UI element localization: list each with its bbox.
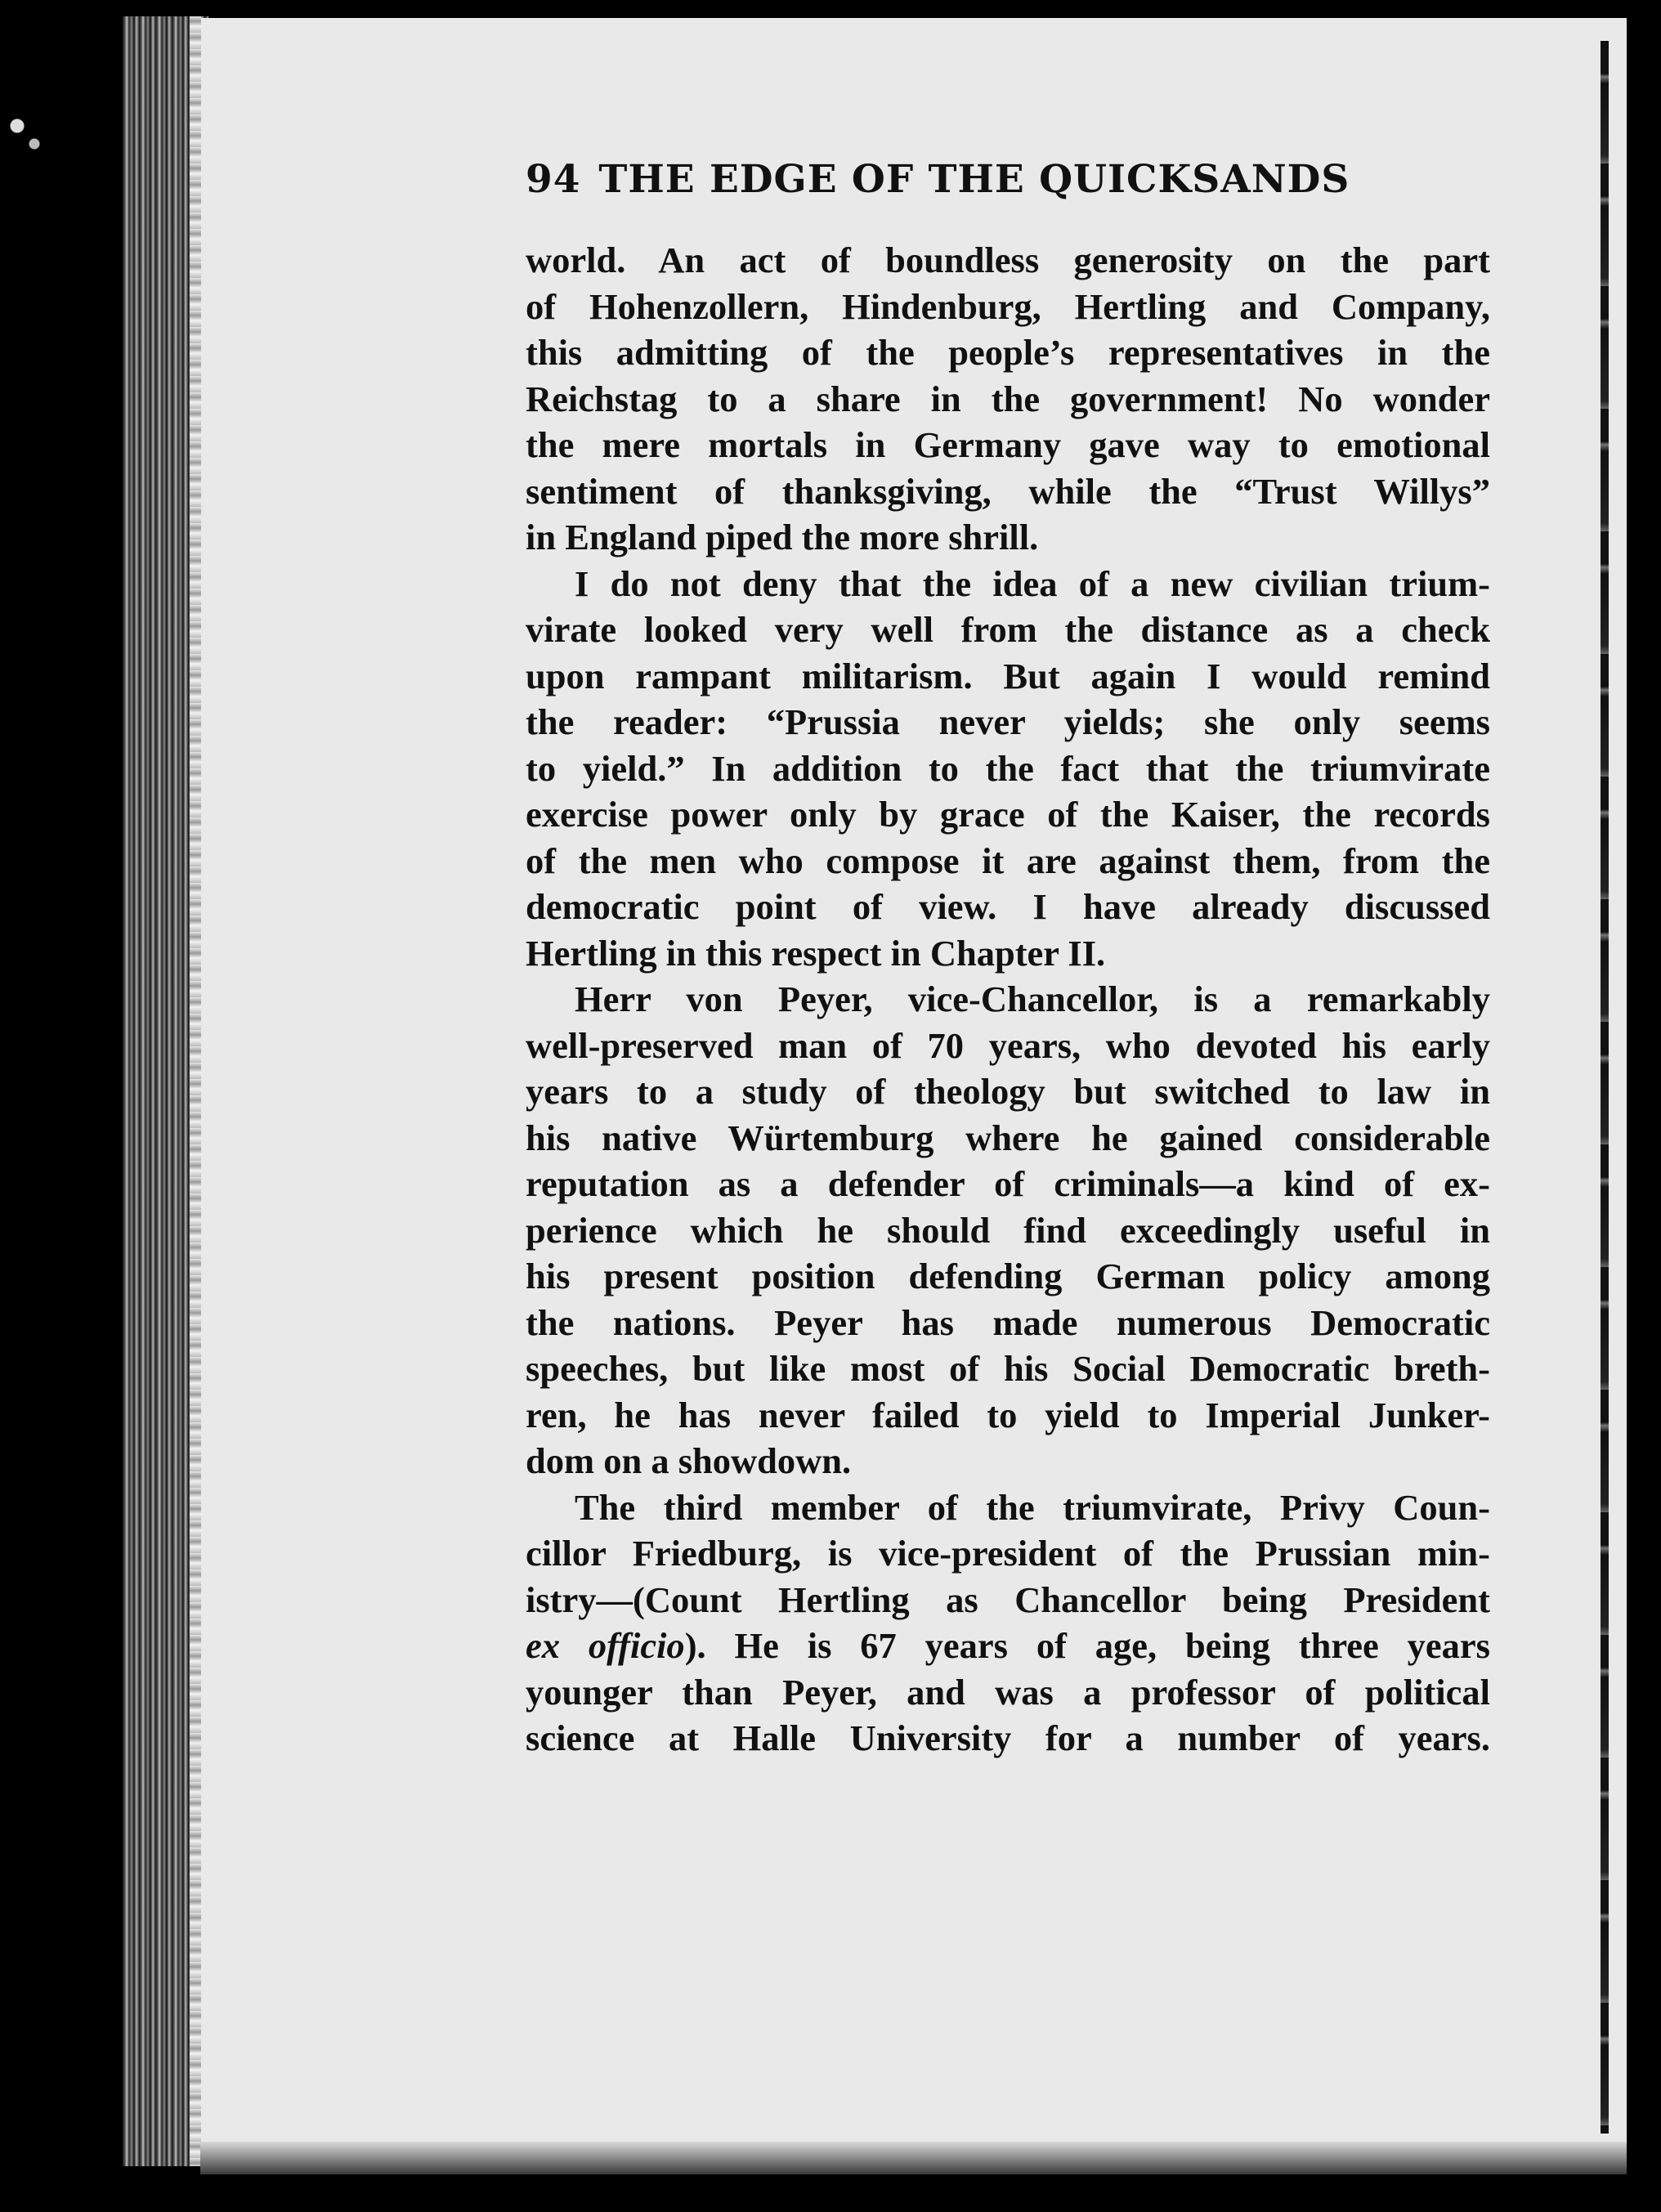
page-right-edge bbox=[1601, 41, 1609, 2134]
text-line: ren, he has never failed to yield to Imperial Junker- bbox=[526, 1394, 1490, 1435]
text-line: of Hohenzollern, Hindenburg, Hertling and Company, bbox=[526, 285, 1490, 327]
text-line: this admitting of the people’s representatives in the bbox=[526, 332, 1490, 373]
text-line: his present position defending German policy among bbox=[526, 1256, 1490, 1296]
text-line: Hertling in this respect in Chapter II. bbox=[526, 932, 1106, 974]
text-line: virate looked very well from the distance as a check bbox=[526, 609, 1490, 650]
text-line: The third member of the triumvirate, Privy Coun- bbox=[575, 1486, 1490, 1528]
text-line: in England piped the more shrill. bbox=[526, 517, 1039, 557]
text-line: science at Halle University for a number of years. bbox=[526, 1717, 1490, 1758]
italic-phrase: ex officio bbox=[526, 1625, 685, 1666]
running-header bbox=[526, 157, 1490, 202]
text-line: Reichstag to a share in the government! No wonder bbox=[526, 378, 1490, 419]
body-text bbox=[526, 237, 1490, 1762]
text-line: to yield.” In addition to the fact that the triumvirate bbox=[526, 747, 1490, 789]
text-line: exercise power only by grace of the Kaiser, the records bbox=[526, 794, 1490, 835]
text-line: I do not deny that the idea of a new civilian trium- bbox=[575, 562, 1490, 604]
scan-artifact bbox=[0, 90, 57, 180]
text-line: the nations. Peyer has made numerous Democratic bbox=[526, 1301, 1490, 1343]
text-line: of the men who compose it are against them, from the bbox=[526, 840, 1490, 881]
text-line: democratic point of view. I have already discussed bbox=[526, 886, 1490, 927]
text-line: well-preserved man of 70 years, who devoted his early bbox=[526, 1024, 1490, 1066]
page-gutter-edge bbox=[190, 16, 201, 2166]
text-line: years to a study of theology but switched to law in bbox=[526, 1071, 1490, 1112]
paragraph bbox=[526, 237, 1490, 561]
text-line: the mere mortals in Germany gave way to emotional bbox=[526, 424, 1490, 465]
paragraph bbox=[526, 561, 1490, 977]
text-line: his native Würtemburg where he gained considerable bbox=[526, 1117, 1490, 1158]
text-line: istry—(Count Hertling as Chancellor being President bbox=[526, 1578, 1490, 1620]
paragraph bbox=[526, 1484, 1490, 1762]
text-line: Herr von Peyer, vice-Chancellor, is a remarkably bbox=[575, 978, 1490, 1019]
text-line: sentiment of thanksgiving, while the “Trust Willys” bbox=[526, 470, 1490, 512]
book-title: THE EDGE OF THE QUICKSANDS bbox=[598, 157, 1350, 202]
paragraph bbox=[526, 976, 1490, 1484]
text-line: perience which he should find exceedingly useful in bbox=[526, 1209, 1490, 1251]
text-line: the reader: “Prussia never yields; she only seems bbox=[526, 701, 1490, 742]
text-line: dom on a showdown. bbox=[526, 1440, 852, 1481]
text-line: younger than Peyer, and was a professor of political bbox=[526, 1671, 1490, 1713]
text-line: reputation as a defender of criminals—a kind of ex- bbox=[526, 1163, 1490, 1204]
text-line: speeches, but like most of his Social Democratic breth- bbox=[526, 1348, 1490, 1389]
page-bottom-edge bbox=[200, 2142, 1627, 2174]
text-line: upon rampant militarism. But again I would remind bbox=[526, 655, 1490, 696]
text-line: ex officio). He is 67 years of age, being three years bbox=[526, 1625, 1490, 1666]
text-line: cillor Friedburg, is vice-president of the Prussian min- bbox=[526, 1533, 1490, 1574]
page-number: 94 bbox=[526, 157, 581, 202]
text-line: world. An act of boundless generosity on the part bbox=[526, 240, 1490, 280]
